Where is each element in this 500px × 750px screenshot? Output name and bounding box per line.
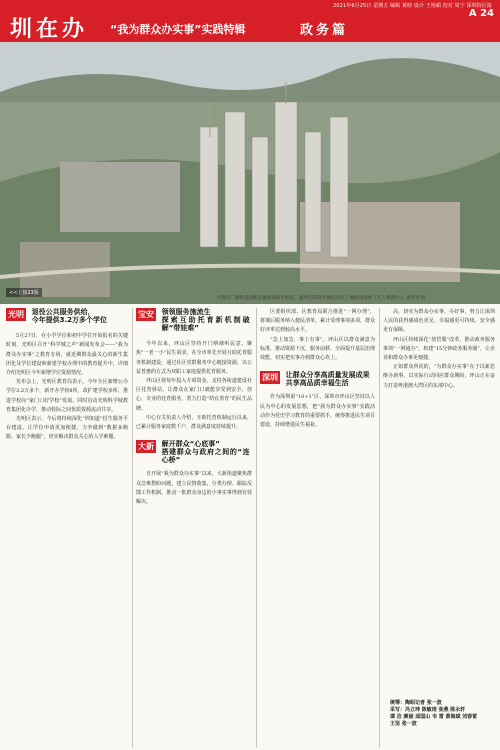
credit-line: 谭 洁 颜丽 邱国山 韦 雷 黄海斌 刘春雷 xyxy=(390,714,478,720)
story-column-2 xyxy=(136,308,252,507)
story-headline: 今年提供3.2万多个学位 xyxy=(31,316,107,324)
body-paragraph: 自开展“我为群众办实事”以来，大新街道聚焦群众急难愁盼问题，建立民情收集、分类办理、跟踪反馈工作机制，推动一批群众身边的小事实事得到有效解决。 xyxy=(136,471,252,506)
body-paragraph: “急上加急，事上有事”，坪山区以群众满意为标准，推动资源下沉、服务前移，全面提升基层治理效能，切实把实事办到群众心坎上。 xyxy=(260,336,376,362)
story-kicker: 光明 xyxy=(8,310,24,319)
credit-line: 采写：冯立坤 陈敏雨 张燕 陈永轩 xyxy=(390,707,466,713)
body-paragraph: 光明区表示，今后将持续深化“圳知道”招生服务平台建设，让学位申请更加便捷，力争做到“数据多跑路、家长少跑腿”，切实解决群众关心的入学难题。 xyxy=(6,416,128,441)
credits-block xyxy=(390,700,494,728)
body-paragraph: 中心有关负责人介绍，互助托育机制运行以来，已累计服务家庭数千户，群众满意度持续提升。 xyxy=(136,414,252,431)
photo-caption: 大鸿区广深科技创新走廊建设稳步推进，深圳光明科学城启动区工地建设现场（无人机照片）。新华社图 xyxy=(216,296,426,301)
body-paragraph: 今年以来，坪山区坚持开门纳谏听民意，聚焦“一老一小”民生需求，在全市率先开展互助托育服务机制建设，通过社区党群服务中心链接资源，以公益普惠的方式为双职工家庭提供托育服务。 xyxy=(136,341,252,375)
column-divider xyxy=(132,308,133,748)
story-headline: 共享高品质幸福生活 xyxy=(285,379,349,388)
body-paragraph: 坪山区将每年投入专项资金，支持各街道建设社区托育驿站，让群众在家门口就能享受到安全、放心、专业的托育服务，着力打造“幼有善育”的民生品牌。 xyxy=(136,378,252,412)
story-column-1 xyxy=(6,308,128,443)
column-divider xyxy=(379,308,380,748)
masthead-section-tag: 政务篇 xyxy=(300,23,349,38)
body-paragraph: 坪山区持续深化“放管服”改革，推动政务服务事项“一网通办”，构建“15分钟政务服务圈”，让企业和群众办事更便捷。 xyxy=(383,336,495,362)
page-number: A 24 xyxy=(468,8,494,19)
body-paragraph: 高，切实为群众办实事、办好事，努力让深圳人民的获得感成色更足、幸福感更可持续、安全感更有保障。 xyxy=(383,309,495,334)
story-kicker: 深圳 xyxy=(262,373,278,383)
story-column-4 xyxy=(383,308,495,391)
page-header xyxy=(0,0,500,42)
credit-line: 统筹：陶昭记者 张一波 xyxy=(390,700,442,706)
masthead-subtitle: “我为群众办实事”实践特辑 xyxy=(110,23,246,36)
story-headline: 领领服务施流生 xyxy=(161,308,211,316)
masthead-title: 圳在办 xyxy=(10,16,89,42)
story-column-3 xyxy=(260,308,375,430)
story-kicker: 大新 xyxy=(138,442,154,452)
publication-line: 2021年6月25日 星期五 编辑 黄晗 设计 王艳媚 校对 周宁 深圳特区报 xyxy=(333,3,492,9)
body-paragraph: 作为深圳第“10+1”区，深圳市坪山区坚持以人民为中心的发展思想，把“我为群众办实事”实践活动作为党史学习教育的重要抓手，统筹推进民生项目建设，持续增进民生福祉。 xyxy=(260,394,376,429)
story-headline: 解开群众“心底事” xyxy=(161,440,220,449)
story-kicker: 宝安 xyxy=(138,310,154,319)
body-paragraph: 正如群众所说的，“为群众办实事”在于以新思维办新事，以实际行动回应群众期盼，坪山正在奋力打造粤港澳大湾区的东部中心。 xyxy=(383,364,495,389)
body-paragraph: 区委组织部、区教育局联合推进“一网办理”，将课后服务纳入便民清单，累计受理事项多项，群众好评率达到较高水平。 xyxy=(260,309,376,334)
story-headline: 让群众分享高质量发展成果 xyxy=(285,371,370,380)
story-headline: 探索互助托育新机制破解“带娃难” xyxy=(161,316,250,332)
story-headline: 搭建群众与政府之间的“连心桥” xyxy=(161,448,250,465)
credit-line: 王坚 张一波 xyxy=(390,721,417,727)
photo-continued-label: <<上接23版 xyxy=(6,288,42,297)
column-divider xyxy=(256,308,257,748)
story-headline: 退役公共服务供给， xyxy=(31,308,95,316)
aerial-construction-photo xyxy=(0,42,500,304)
body-paragraph: 5月27日，在小学学位和初中学位开始报名的关键时刻，光明区召开“科学城之声”新闻发布会——“我为群众办实事”之教育专场，就近期群众最关心的新生集团化及学位建设和新建学校办理中的教育提升中，详细介绍光明区今年新增学位资源情况。 xyxy=(6,333,128,377)
body-paragraph: 发布会上，光明区教育局表示，今年全区新增公办学位3.2万多个，新开办学校8所，改扩建学校多所，推进学校向“家门口好学校”发展。同时启动光明科学城教育集团化办学，推动校际之间优质资源流动共享。 xyxy=(6,379,128,413)
